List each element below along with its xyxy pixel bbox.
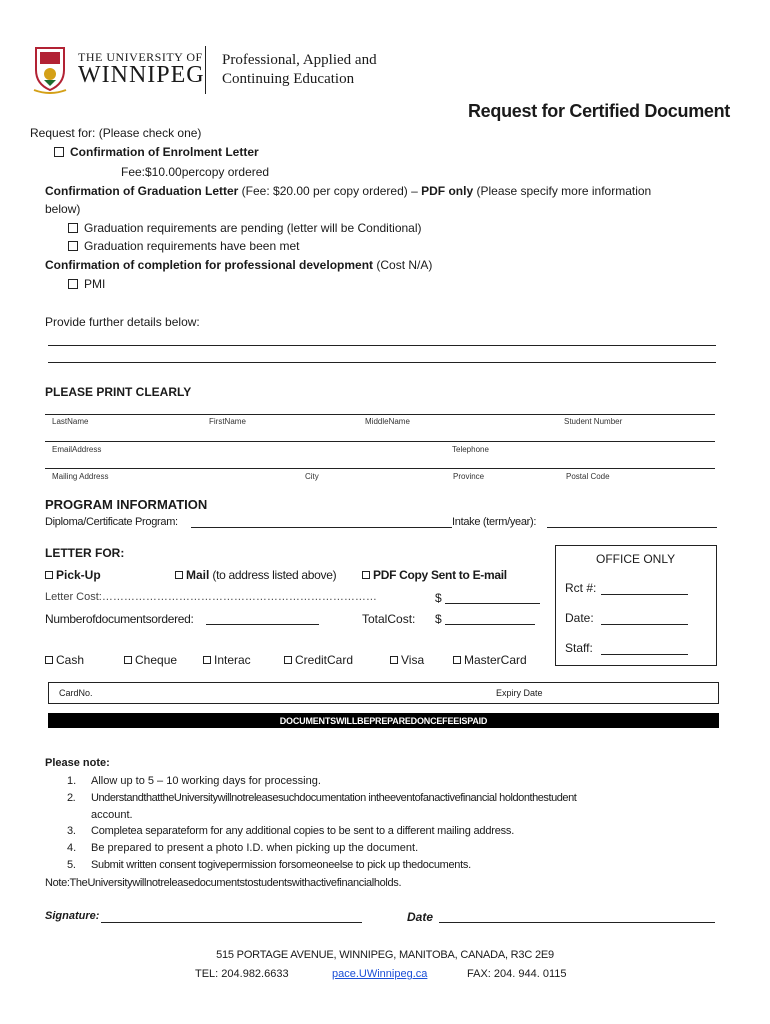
credit-card-label: CreditCard xyxy=(295,653,354,667)
letter-for-heading: LETTER FOR: xyxy=(45,546,125,560)
staff-label: Staff: xyxy=(565,641,593,655)
logo-divider xyxy=(205,46,206,94)
grad-pending-label: Graduation requirements are pending (letter will be Conditional) xyxy=(84,221,422,235)
note-item-3-text: Completea separateform for any additional copies to be sent to a different mailing address. xyxy=(91,825,515,837)
pd-option xyxy=(45,258,432,272)
letter-cost-label: Letter Cost:………………………………………………………………… xyxy=(45,591,377,603)
grad-pending-option xyxy=(68,221,422,235)
rct-label: Rct #: xyxy=(565,581,597,595)
pickup-checkbox[interactable] xyxy=(45,571,53,579)
total-cost-label: TotalCost: xyxy=(362,612,416,626)
note-item-4: 4. Be prepared to present a photo I.D. when picking up the document. xyxy=(67,842,419,854)
pdf-copy-label: PDF Copy Sent to E-mail xyxy=(373,568,507,582)
interac-label: Interac xyxy=(214,653,251,667)
details-line-2[interactable] xyxy=(48,362,716,363)
last-name-label: LastName xyxy=(52,417,89,426)
card-number-label: CardNo. xyxy=(59,688,93,698)
interac-checkbox[interactable] xyxy=(203,656,211,664)
pdf-copy-checkbox[interactable] xyxy=(362,571,370,579)
office-only-box xyxy=(555,545,717,666)
total-cost-field[interactable] xyxy=(445,624,535,625)
print-clearly-heading: PLEASE PRINT CLEARLY xyxy=(45,385,192,399)
request-intro: Request for: (Please check one) xyxy=(30,126,202,140)
mail-label: Mail xyxy=(186,568,210,582)
fee-banner-text: DOCUMENTSWILLBEPREPAREDONCEFEEISPAID xyxy=(279,716,488,726)
enrolment-label: Confirmation of Enrolment Letter xyxy=(70,145,259,159)
footer-address: 515 PORTAGE AVENUE, WINNIPEG, MANITOBA, CANADA, R3C 2E9 xyxy=(216,949,554,961)
cash-option[interactable] xyxy=(45,653,84,667)
enrolment-fee: Fee:$10.00percopy ordered xyxy=(121,165,270,179)
office-only-title: OFFICE ONLY xyxy=(596,552,676,566)
date-label: Date xyxy=(407,910,434,924)
middle-name-label: MiddleName xyxy=(365,417,410,426)
pmi-option xyxy=(68,277,105,291)
note-item-2-cont: account. xyxy=(91,809,133,821)
enrolment-option xyxy=(54,145,259,159)
note-item-5-text: Submit written consent togivepermission forsomeoneelse to pick up thedocuments. xyxy=(91,859,471,871)
pickup-label: Pick-Up xyxy=(56,568,101,582)
grad-met-checkbox[interactable] xyxy=(68,241,78,251)
credit-card-checkbox[interactable] xyxy=(284,656,292,664)
staff-field[interactable] xyxy=(601,654,688,655)
diploma-field[interactable] xyxy=(191,527,452,528)
footer-note: Note:TheUniversitywillnotreleasedocumentstostudentswithactivefinancialholds. xyxy=(45,877,402,889)
signature-label: Signature: xyxy=(45,910,100,922)
note-item-2-text: UnderstandthattheUniversitywillnotreleasesuchdocumentation intheeventofanactivefinancial holdonthestudent xyxy=(91,792,577,804)
program-heading: PROGRAM INFORMATION xyxy=(45,497,208,512)
expiry-date-label: Expiry Date xyxy=(496,688,543,698)
mail-checkbox[interactable] xyxy=(175,571,183,579)
grad-pending-checkbox[interactable] xyxy=(68,223,78,233)
graduation-option xyxy=(45,184,651,198)
mail-option[interactable] xyxy=(175,568,336,582)
signature-field[interactable] xyxy=(101,922,362,923)
contact-row-line[interactable] xyxy=(45,441,715,442)
visa-option[interactable] xyxy=(390,653,424,667)
pickup-option[interactable] xyxy=(45,568,101,582)
address-row-line[interactable] xyxy=(45,468,715,469)
note-item-5: 5. Submit written consent togivepermission forsomeoneelse to pick up thedocuments. xyxy=(67,859,471,871)
footer-tel: TEL: 204.982.6633 xyxy=(195,968,289,980)
fee-banner xyxy=(48,713,719,728)
office-date-label: Date: xyxy=(565,611,594,625)
first-name-label: FirstName xyxy=(209,417,246,426)
pdf-copy-option[interactable] xyxy=(362,568,507,582)
university-crest xyxy=(32,44,68,94)
visa-label: Visa xyxy=(401,653,425,667)
mailing-address-label: Mailing Address xyxy=(52,472,109,481)
intake-label: Intake (term/year): xyxy=(452,516,537,528)
date-field[interactable] xyxy=(439,922,715,923)
details-prompt: Provide further details below: xyxy=(45,315,200,329)
graduation-specify: (Please specify more information xyxy=(473,184,652,198)
interac-option[interactable] xyxy=(203,653,251,667)
diploma-label: Diploma/Certificate Program: xyxy=(45,516,178,528)
cheque-checkbox[interactable] xyxy=(124,656,132,664)
pd-cost: (Cost N/A) xyxy=(373,258,433,272)
mastercard-label: MasterCard xyxy=(464,653,527,667)
cheque-option[interactable] xyxy=(124,653,177,667)
department-line-1: Professional, Applied and xyxy=(222,52,377,68)
note-item-1: 1. Allow up to 5 – 10 working days for processing. xyxy=(67,775,321,787)
form-title: Request for Certified Document xyxy=(467,101,730,121)
pmi-checkbox[interactable] xyxy=(68,279,78,289)
grad-met-option xyxy=(68,239,299,253)
footer-fax: FAX: 204. 944. 0115 xyxy=(467,968,567,980)
cash-checkbox[interactable] xyxy=(45,656,53,664)
grad-met-label: Graduation requirements have been met xyxy=(84,239,300,253)
rct-field[interactable] xyxy=(601,594,688,595)
note-item-2: 2. UnderstandthattheUniversitywillnotreleasesuchdocumentation intheeventofanactivefinancial holdonthestudent xyxy=(67,792,577,804)
mastercard-checkbox[interactable] xyxy=(453,656,461,664)
notes-heading: Please note: xyxy=(45,757,110,769)
visa-checkbox[interactable] xyxy=(390,656,398,664)
email-label: EmailAddress xyxy=(52,445,102,454)
name-row-line[interactable] xyxy=(45,414,715,415)
mastercard-option[interactable] xyxy=(453,653,527,667)
details-line-1[interactable] xyxy=(48,345,716,346)
student-number-label: Student Number xyxy=(564,417,623,426)
postal-code-label: Postal Code xyxy=(566,472,610,481)
letter-cost-field[interactable] xyxy=(445,603,540,604)
telephone-label: Telephone xyxy=(452,445,489,454)
num-docs-label: Numberofdocumentsordered: xyxy=(45,612,194,626)
note-item-4-text: Be prepared to present a photo I.D. when picking up the document. xyxy=(91,842,419,854)
total-cost-dollar: $ xyxy=(435,612,442,626)
graduation-pdf-only: PDF only xyxy=(421,184,474,198)
footer-website-link[interactable]: pace.UWinnipeg.ca xyxy=(332,968,428,980)
letter-cost-dollar: $ xyxy=(435,591,442,605)
credit-card-option[interactable] xyxy=(284,653,353,667)
university-name-top: THE UNIVERSITY OF xyxy=(78,50,203,64)
university-name: WINNIPEG xyxy=(78,62,205,88)
enrolment-checkbox[interactable] xyxy=(54,147,64,157)
pmi-label: PMI xyxy=(84,277,106,291)
note-item-1-text: Allow up to 5 – 10 working days for processing. xyxy=(91,775,321,787)
office-date-field[interactable] xyxy=(601,624,688,625)
note-item-3: 3. Completea separateform for any additional copies to be sent to a different mailing address. xyxy=(67,825,515,837)
province-label: Province xyxy=(453,472,485,481)
graduation-below: below) xyxy=(45,202,81,216)
cash-label: Cash xyxy=(56,653,85,667)
city-label: City xyxy=(305,472,319,481)
graduation-fee: (Fee: $20.00 per copy ordered) – xyxy=(238,184,422,198)
department-line-2: Continuing Education xyxy=(222,71,355,87)
graduation-label: Confirmation of Graduation Letter xyxy=(45,184,239,198)
mail-detail: (to address listed above) xyxy=(209,568,337,582)
card-box[interactable] xyxy=(48,682,719,704)
pd-label: Confirmation of completion for professional development xyxy=(45,258,374,272)
num-docs-field[interactable] xyxy=(206,624,319,625)
intake-field[interactable] xyxy=(547,527,717,528)
cheque-label: Cheque xyxy=(135,653,178,667)
